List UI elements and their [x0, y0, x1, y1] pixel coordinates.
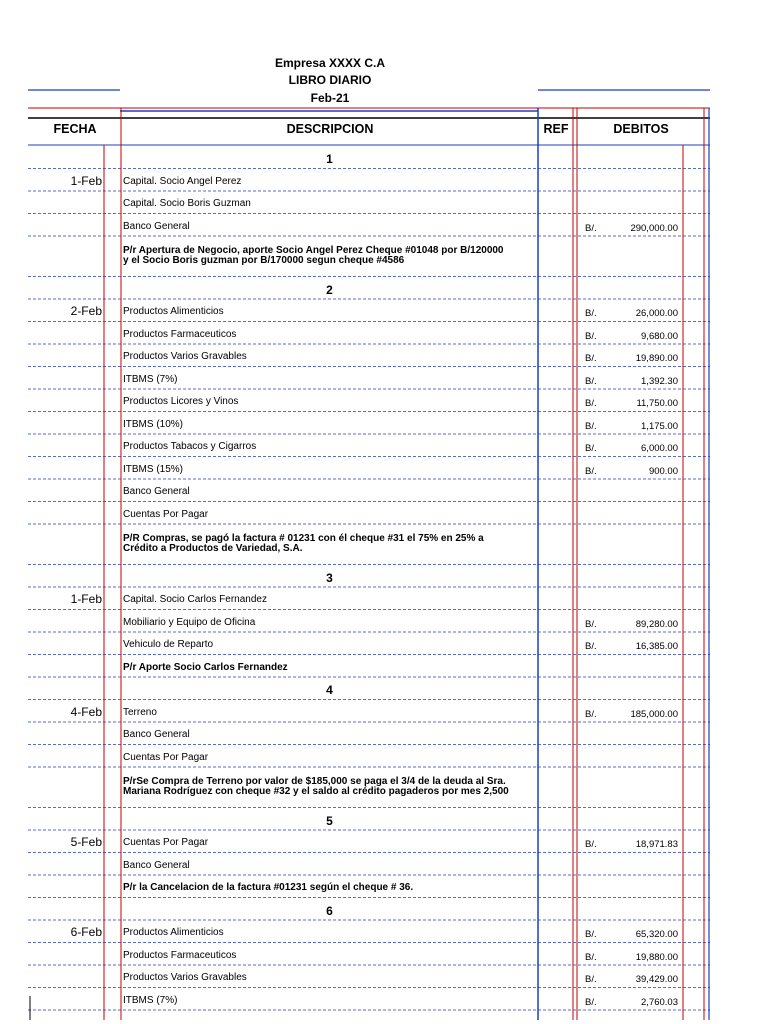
entry-number: 1	[326, 152, 333, 166]
account-name: ITBMS (7%)	[123, 994, 178, 1006]
currency-label: B/.	[585, 420, 597, 432]
entry-note: P/R Compras, se pagó la factura # 01231 con él cheque #31 el 75% en 25% a	[123, 533, 484, 544]
currency-label: B/.	[585, 398, 597, 409]
entry-note: Mariana Rodríguez con cheque #32 y el saldo al crédito pagaderos por mes 2,500	[123, 786, 509, 797]
debit-amount: 39,429.00	[635, 974, 678, 985]
account-name: Terreno	[123, 706, 157, 718]
entry-date: 1-Feb	[70, 592, 102, 606]
debit-amount: 1,392.30	[641, 375, 678, 387]
entry-date: 1-Feb	[70, 173, 102, 188]
account-name: ITBMS (10%)	[123, 418, 184, 430]
column-header-debitos: DEBITOS	[613, 122, 669, 136]
account-name: Banco General	[123, 859, 190, 871]
company-name: Empresa XXXX C.A	[274, 56, 386, 70]
debit-amount: 11,750.00	[636, 398, 678, 409]
currency-label: B/.	[585, 353, 597, 364]
currency-label: B/.	[585, 996, 597, 1008]
currency-label: B/.	[585, 641, 597, 652]
account-name: Capital. Socio Carlos Fernandez	[123, 594, 267, 605]
account-name: Banco General	[123, 220, 190, 232]
account-name: Productos Farmaceuticos	[123, 328, 237, 340]
entry-date: 6-Feb	[70, 925, 102, 939]
entry-note: P/r Apertura de Negocio, aporte Socio Angel Perez Cheque #01048 por B/120000	[123, 245, 504, 256]
debit-amount: 1,175.00	[641, 420, 678, 432]
currency-label: B/.	[585, 375, 597, 387]
entry-note: P/r la Cancelacion de la factura #01231 según el cheque # 36.	[123, 882, 414, 893]
debit-amount: 9,680.00	[641, 330, 678, 342]
debit-amount: 900.00	[648, 465, 678, 477]
account-name: Productos Varios Gravables	[123, 351, 247, 362]
account-name: ITBMS (7%)	[123, 373, 178, 385]
entry-date: 4-Feb	[70, 704, 102, 719]
book-title: LIBRO DIARIO	[288, 73, 372, 87]
debit-amount: 19,880.00	[635, 951, 678, 963]
account-name: Productos Licores y Vinos	[123, 396, 239, 407]
entry-number: 5	[326, 813, 333, 828]
debit-amount: 26,000.00	[635, 308, 678, 319]
account-name: Productos Farmaceuticos	[123, 949, 237, 961]
entry-number: 6	[326, 903, 333, 918]
account-name: Cuentas Por Pagar	[123, 837, 209, 848]
debit-amount: 65,320.00	[635, 929, 678, 940]
entry-note: P/rSe Compra de Terreno por valor de $185,000 se paga el 3/4 de la deuda al Sra.	[123, 776, 506, 787]
account-name: Banco General	[123, 729, 190, 740]
entry-number: 2	[326, 282, 333, 297]
currency-label: B/.	[585, 974, 597, 985]
debit-amount: 18,971.83	[635, 839, 678, 850]
entry-date: 5-Feb	[70, 835, 102, 849]
entry-date: 2-Feb	[70, 304, 102, 318]
currency-label: B/.	[585, 839, 597, 850]
account-name: ITBMS (15%)	[123, 463, 184, 475]
currency-label: B/.	[585, 222, 597, 234]
currency-label: B/.	[585, 308, 597, 319]
column-header-descripcion: DESCRIPCION	[286, 122, 374, 136]
debit-amount: 2,760.03	[641, 996, 678, 1008]
debit-amount: 19,890.00	[635, 353, 678, 364]
currency-label: B/.	[585, 951, 597, 963]
currency-label: B/.	[585, 708, 597, 720]
account-name: Productos Alimenticios	[123, 306, 224, 317]
entry-number: 3	[326, 570, 333, 585]
entry-note: P/r Aporte Socio Carlos Fernandez	[123, 661, 288, 673]
column-header-ref: REF	[543, 122, 569, 136]
entry-note: Crédito a Productos de Variedad, S.A.	[123, 543, 303, 554]
account-name: Productos Varios Gravables	[123, 972, 247, 983]
debit-amount: 6,000.00	[641, 443, 678, 454]
account-name: Productos Tabacos y Cigarros	[123, 441, 257, 452]
account-name: Capital. Socio Boris Guzman	[123, 198, 251, 209]
period: Feb-21	[310, 91, 350, 105]
column-header-fecha: FECHA	[53, 122, 97, 136]
account-name: Mobiliario y Equipo de Oficina	[123, 616, 256, 628]
currency-label: B/.	[585, 929, 597, 940]
debit-amount: 89,280.00	[635, 618, 678, 630]
currency-label: B/.	[585, 465, 597, 477]
debit-amount: 290,000.00	[630, 222, 678, 234]
debit-amount: 16,385.00	[635, 641, 678, 652]
account-name: Cuentas Por Pagar	[123, 508, 209, 520]
entry-number: 4	[326, 683, 333, 697]
account-name: Cuentas Por Pagar	[123, 751, 209, 763]
currency-label: B/.	[585, 330, 597, 342]
currency-label: B/.	[585, 618, 597, 630]
debit-amount: 185,000.00	[630, 708, 678, 720]
account-name: Capital. Socio Angel Perez	[123, 175, 242, 187]
entry-note: y el Socio Boris guzman por B/170000 segun cheque #4586	[123, 255, 405, 266]
account-name: Productos Alimenticios	[123, 927, 224, 938]
currency-label: B/.	[585, 443, 597, 454]
account-name: Vehiculo de Reparto	[123, 639, 214, 650]
account-name: Banco General	[123, 486, 190, 497]
